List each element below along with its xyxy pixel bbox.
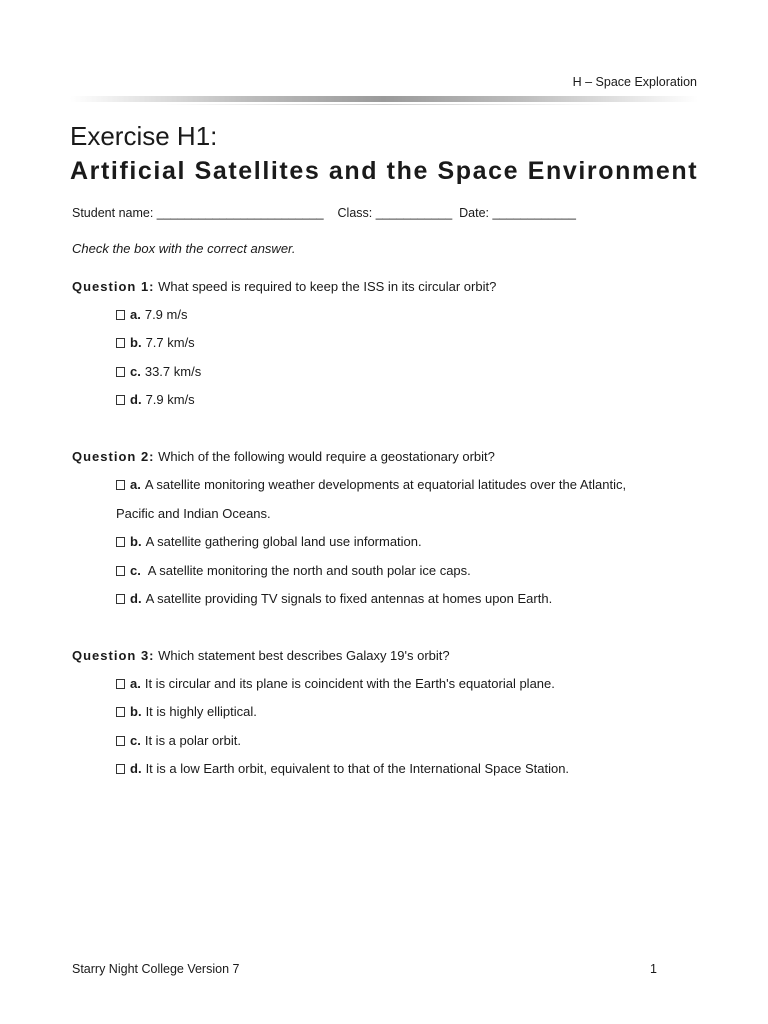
option-letter: b. bbox=[130, 534, 142, 549]
option-text: It is circular and its plane is coincident with the Earth's equatorial plane. bbox=[144, 676, 555, 691]
option-text: 7.9 m/s bbox=[144, 307, 188, 322]
option-letter: a. bbox=[130, 307, 141, 322]
option-text: It is a polar orbit. bbox=[144, 733, 241, 748]
checkbox-icon[interactable] bbox=[116, 566, 125, 576]
q2-option-b[interactable] bbox=[116, 534, 422, 549]
question-2-label: Question 2: bbox=[72, 449, 155, 464]
footer-product: Starry Night College Version 7 bbox=[72, 962, 240, 976]
option-letter: d. bbox=[130, 761, 142, 776]
checkbox-icon[interactable] bbox=[116, 367, 125, 377]
option-text: 7.9 km/s bbox=[145, 392, 195, 407]
option-letter: d. bbox=[130, 591, 142, 606]
option-letter: c. bbox=[130, 364, 141, 379]
header-rule-thin bbox=[160, 104, 610, 105]
option-letter: c. bbox=[130, 563, 141, 578]
q2-option-c[interactable] bbox=[116, 563, 471, 578]
q3-option-b[interactable] bbox=[116, 704, 257, 719]
question-3 bbox=[72, 648, 450, 663]
q2-option-a-continuation: Pacific and Indian Oceans. bbox=[116, 506, 271, 521]
checkbox-icon[interactable] bbox=[116, 679, 125, 689]
option-text: A satellite gathering global land use information. bbox=[145, 534, 422, 549]
checkbox-icon[interactable] bbox=[116, 736, 125, 746]
question-2-text: Which of the following would require a geostationary orbit? bbox=[154, 449, 495, 464]
q3-option-d[interactable] bbox=[116, 761, 569, 776]
checkbox-icon[interactable] bbox=[116, 537, 125, 547]
question-1 bbox=[72, 279, 496, 294]
q1-option-c[interactable] bbox=[116, 364, 201, 379]
checkbox-icon[interactable] bbox=[116, 480, 125, 490]
checkbox-icon[interactable] bbox=[116, 594, 125, 604]
q3-option-a[interactable] bbox=[116, 676, 555, 691]
checkbox-icon[interactable] bbox=[116, 395, 125, 405]
option-text: It is a low Earth orbit, equivalent to that of the International Space Station. bbox=[145, 761, 570, 776]
header-rule bbox=[70, 96, 698, 102]
q1-option-a[interactable] bbox=[116, 307, 187, 322]
option-text: A satellite monitoring weather developments at equatorial latitudes over the Atlantic, bbox=[144, 477, 627, 492]
option-text: 7.7 km/s bbox=[145, 335, 195, 350]
option-letter: b. bbox=[130, 335, 142, 350]
checkbox-icon[interactable] bbox=[116, 338, 125, 348]
instruction-text: Check the box with the correct answer. bbox=[72, 241, 296, 256]
option-text: It is highly elliptical. bbox=[145, 704, 257, 719]
option-letter: a. bbox=[130, 676, 141, 691]
option-letter: d. bbox=[130, 392, 142, 407]
question-1-label: Question 1: bbox=[72, 279, 155, 294]
checkbox-icon[interactable] bbox=[116, 707, 125, 717]
option-text: A satellite monitoring the north and south polar ice caps. bbox=[144, 563, 471, 578]
page-number: 1 bbox=[650, 962, 657, 976]
checkbox-icon[interactable] bbox=[116, 764, 125, 774]
option-letter: c. bbox=[130, 733, 141, 748]
question-2 bbox=[72, 449, 495, 464]
exercise-title: Exercise H1: bbox=[70, 121, 218, 151]
q1-option-d[interactable] bbox=[116, 392, 195, 407]
checkbox-icon[interactable] bbox=[116, 310, 125, 320]
option-letter: a. bbox=[130, 477, 141, 492]
option-text: A satellite providing TV signals to fixed antennas at homes upon Earth. bbox=[145, 591, 553, 606]
question-3-text: Which statement best describes Galaxy 19's orbit? bbox=[154, 648, 450, 663]
q1-option-b[interactable] bbox=[116, 335, 195, 350]
q2-option-a[interactable] bbox=[116, 477, 626, 492]
question-3-label: Question 3: bbox=[72, 648, 155, 663]
q3-option-c[interactable] bbox=[116, 733, 241, 748]
q2-option-d[interactable] bbox=[116, 591, 552, 606]
option-text: 33.7 km/s bbox=[144, 364, 202, 379]
question-1-text: What speed is required to keep the ISS in its circular orbit? bbox=[154, 279, 497, 294]
student-info-fields: Student name: ________________________ Class: ___________ Date: ____________ bbox=[72, 206, 576, 220]
option-letter: b. bbox=[130, 704, 142, 719]
exercise-subtitle: Artificial Satellites and the Space Environment bbox=[70, 157, 699, 185]
section-header: H – Space Exploration bbox=[572, 75, 697, 89]
